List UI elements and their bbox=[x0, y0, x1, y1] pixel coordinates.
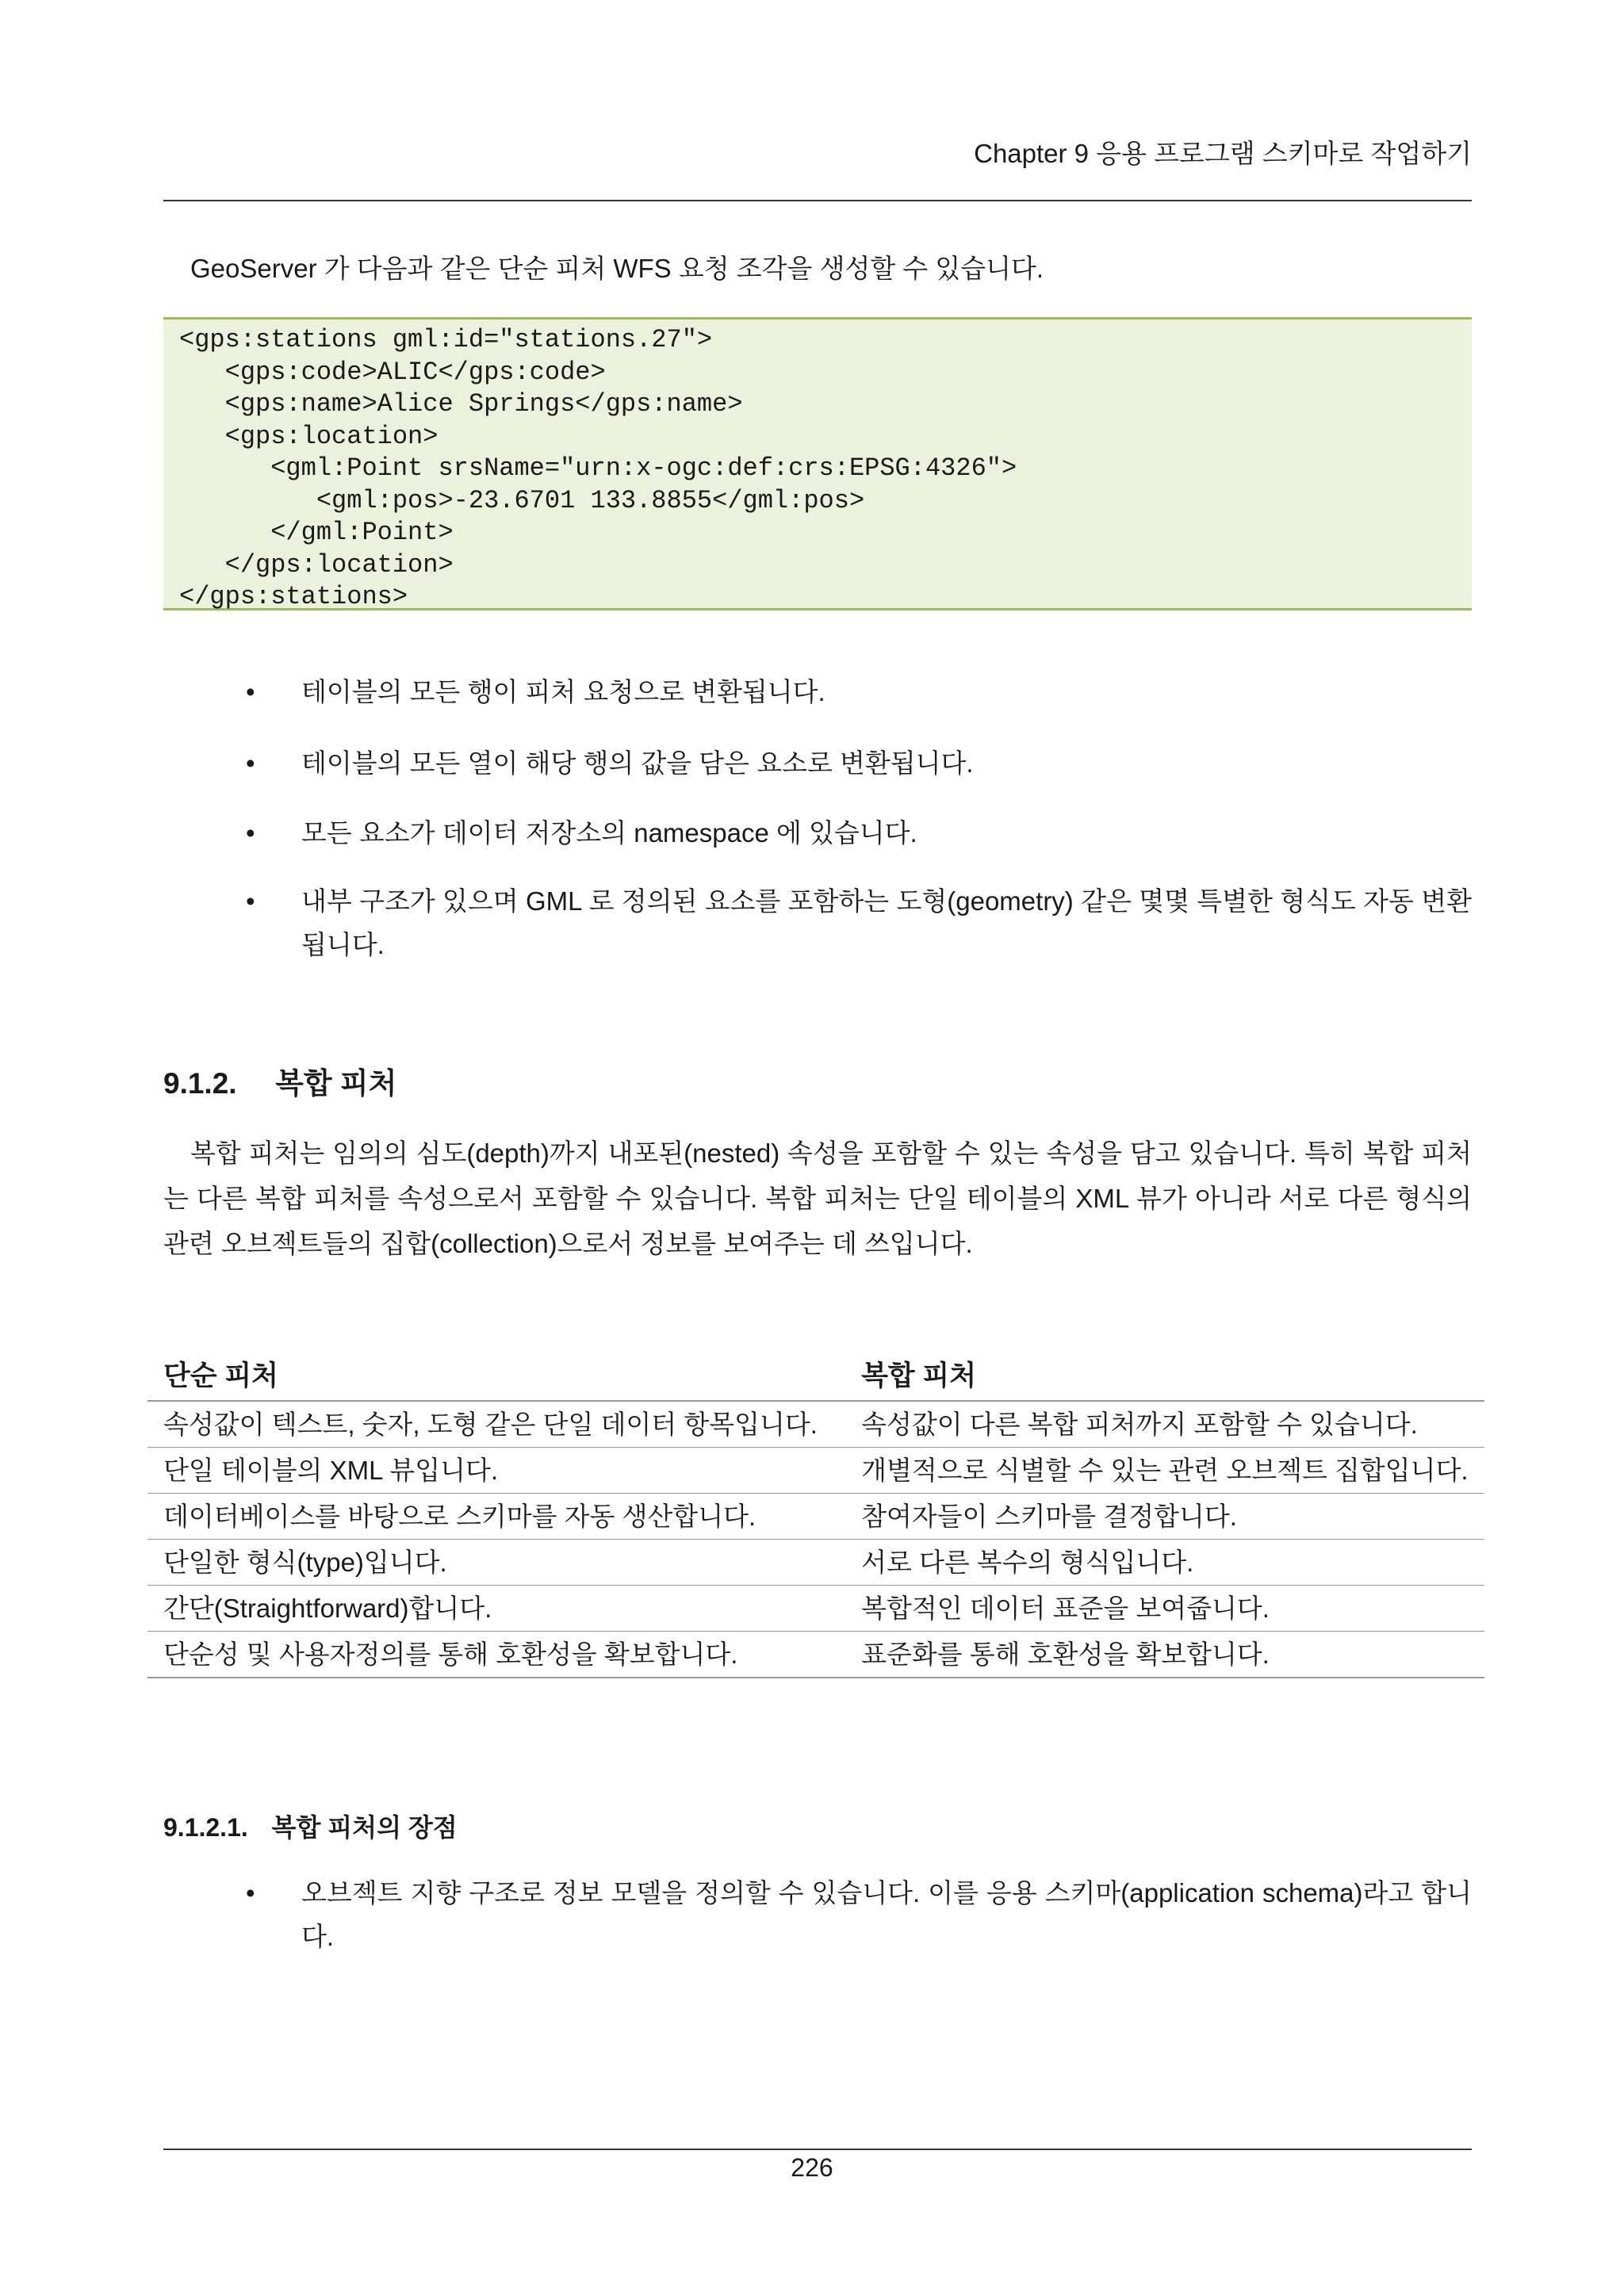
bullet-icon: • bbox=[246, 748, 255, 778]
table-header-row bbox=[147, 1348, 1484, 1401]
table-cell: 단일 테이블의 XML 뷰입니다. bbox=[147, 1448, 845, 1494]
bullet-icon: • bbox=[246, 886, 255, 916]
code-line: <gps:code>ALIC</gps:code> bbox=[179, 357, 606, 387]
header-rule bbox=[163, 200, 1472, 201]
section-title: 복합 피처 bbox=[275, 1067, 397, 1100]
code-line: </gps:stations> bbox=[179, 582, 408, 611]
table-cell: 참여자들이 스키마를 결정합니다. bbox=[845, 1494, 1484, 1540]
table-cell: 서로 다른 복수의 형식입니다. bbox=[845, 1540, 1484, 1586]
table-cell: 간단(Straightforward)합니다. bbox=[147, 1586, 845, 1632]
footer-rule bbox=[163, 2149, 1472, 2150]
table-header-simple: 단순 피처 bbox=[147, 1348, 845, 1401]
table-header-complex: 복합 피처 bbox=[845, 1348, 1484, 1401]
page-number: 226 bbox=[791, 2153, 833, 2182]
bullet-icon: • bbox=[246, 677, 255, 706]
code-line: </gps:location> bbox=[179, 549, 454, 580]
bullet-icon: • bbox=[246, 818, 255, 848]
intro-paragraph: GeoServer 가 다음과 같은 단순 피처 WFS 요청 조각을 생성할 수 있습니다. bbox=[190, 254, 1044, 283]
comparison-table bbox=[147, 1348, 1484, 1678]
table-cell: 표준화를 통해 호환성을 확보합니다. bbox=[845, 1632, 1484, 1678]
table-cell: 단일한 형식(type)입니다. bbox=[147, 1540, 845, 1586]
subsection-number: 9.1.2.1. bbox=[163, 1813, 248, 1842]
table-cell: 속성값이 텍스트, 숫자, 도형 같은 단일 데이터 항목입니다. bbox=[147, 1401, 845, 1448]
code-block bbox=[163, 317, 1472, 610]
table-cell: 데이터베이스를 바탕으로 스키마를 자동 생산합니다. bbox=[147, 1494, 845, 1540]
table-cell: 속성값이 다른 복합 피처까지 포함할 수 있습니다. bbox=[845, 1401, 1484, 1448]
table-cell: 복합적인 데이터 표준을 보여줍니다. bbox=[845, 1586, 1484, 1632]
code-line: <gps:name>Alice Springs</gps:name> bbox=[179, 389, 743, 419]
list-item-text: 오브젝트 지향 구조로 정보 모델을 정의할 수 있습니다. 이를 응용 스키마(application schema)라고 합니다. bbox=[301, 1878, 1472, 1951]
list-item-text: 테이블의 모든 행이 피처 요청으로 변환됩니다. bbox=[301, 677, 825, 706]
code-line: <gml:pos>-23.6701 133.8855</gml:pos> bbox=[179, 485, 865, 515]
table-row bbox=[147, 1586, 1484, 1632]
section-number: 9.1.2. bbox=[163, 1067, 237, 1100]
table-cell: 단순성 및 사용자정의를 통해 호환성을 확보합니다. bbox=[147, 1632, 845, 1678]
running-header: Chapter 9 응용 프로그램 스키마로 작업하기 bbox=[974, 139, 1472, 168]
list-item-text: 모든 요소가 데이터 저장소의 namespace 에 있습니다. bbox=[301, 818, 917, 848]
code-line: </gml:Point> bbox=[179, 518, 454, 547]
code-line: <gps:location> bbox=[179, 421, 439, 451]
table-row bbox=[147, 1448, 1484, 1494]
subsection-title: 복합 피처의 장점 bbox=[271, 1813, 458, 1842]
code-line: <gps:stations gml:id="stations.27"> bbox=[179, 325, 713, 354]
table-row bbox=[147, 1401, 1484, 1448]
section-heading bbox=[163, 1059, 396, 1102]
table-row bbox=[147, 1494, 1484, 1540]
table-row bbox=[147, 1632, 1484, 1678]
list-item-text: 테이블의 모든 열이 해당 행의 값을 담은 요소로 변환됩니다. bbox=[301, 748, 974, 778]
subsection-heading bbox=[163, 1808, 458, 1844]
bullet-icon: • bbox=[246, 1878, 255, 1908]
table-cell: 개별적으로 식별할 수 있는 관련 오브젝트 집합입니다. bbox=[845, 1448, 1484, 1494]
list-item-text: 내부 구조가 있으며 GML 로 정의된 요소를 포함하는 도형(geometry) 같은 몇몇 특별한 형식도 자동 변환됩니다. bbox=[301, 886, 1472, 959]
section-paragraph: 복합 피처는 임의의 심도(depth)까지 내포된(nested) 속성을 포함할 수 있는 속성을 담고 있습니다. 특히 복합 피처는 다른 복합 피처를 속성으로서 포함할 수 있습니다. 복합 피처는 단일 테이블의 XML 뷰가 아니라 서로 다른 형식의 관련 오브젝트들의 집합(collection)으로서 정보를 보여주는 데 쓰입니다. bbox=[163, 1138, 1472, 1258]
table-row bbox=[147, 1540, 1484, 1586]
code-line: <gml:Point srsName="urn:x-ogc:def:crs:EPSG:4326"> bbox=[179, 453, 1017, 483]
